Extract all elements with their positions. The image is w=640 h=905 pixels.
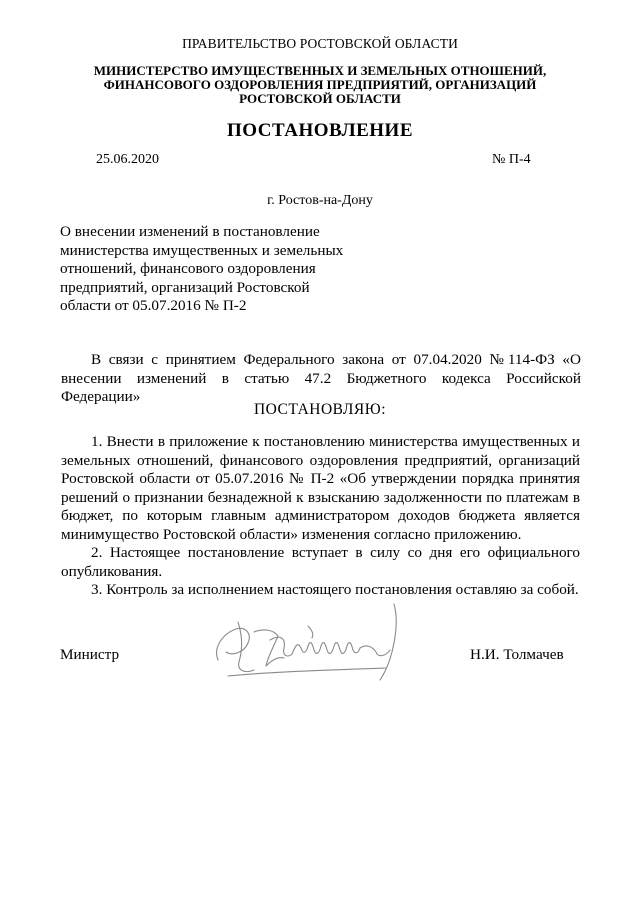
resolution-item-1: 1. Внести в приложение к постановлению министерства имущественных и земельных отношений, финансового оздоровления предприятий, организаций Ростовской области от 05.07.2016 № П-2 «Об утверждении порядка принятия решений о признании безнадежной к взысканию задолженности по платежам в бюджет, по которым главным администратором доходов бюджета является минимущество Ростовской области» изменения согласно приложению. bbox=[61, 433, 580, 543]
document-date: 25.06.2020 bbox=[96, 152, 159, 167]
resolution-item-3: 3. Контроль за исполнением настоящего постановления оставляю за собой. bbox=[91, 581, 579, 598]
handwritten-signature bbox=[208, 596, 418, 688]
document-type-title: ПОСТАНОВЛЕНИЕ bbox=[226, 120, 414, 141]
resolves-heading: ПОСТАНОВЛЯЮ: bbox=[253, 401, 387, 418]
preamble-paragraph: В связи с принятием Федерального закона от 07.04.2020 №114-ФЗ «О внесении изменений в статью 47.2 Бюджетного кодекса Российской Федерации» bbox=[61, 351, 581, 405]
document-number: № П-4 bbox=[492, 152, 531, 167]
signer-position: Министр bbox=[60, 646, 120, 663]
resolution-items bbox=[61, 433, 580, 600]
signer-name: Н.И. Толмачев bbox=[470, 646, 564, 663]
government-header: ПРАВИТЕЛЬСТВО РОСТОВСКОЙ ОБЛАСТИ bbox=[182, 36, 458, 51]
document-subject: О внесении изменений в постановление министерства имущественных и земельных отношений, финансового оздоровления предприятий, организаций Ростовской области от 05.07.2016 № П-2 bbox=[60, 223, 344, 315]
document-city: г. Ростов-на-Дону bbox=[267, 193, 373, 208]
resolution-item-2: 2. Настоящее постановление вступает в силу со дня его официального опубликования. bbox=[61, 544, 580, 580]
ministry-name: МИНИСТЕРСТВО ИМУЩЕСТВЕННЫХ И ЗЕМЕЛЬНЫХ ОТНОШЕНИЙ, ФИНАНСОВОГО ОЗДОРОВЛЕНИЯ ПРЕДПРИЯТИЙ, ОРГАНИЗАЦИЙ РОСТОВСКОЙ ОБЛАСТИ bbox=[93, 63, 547, 106]
